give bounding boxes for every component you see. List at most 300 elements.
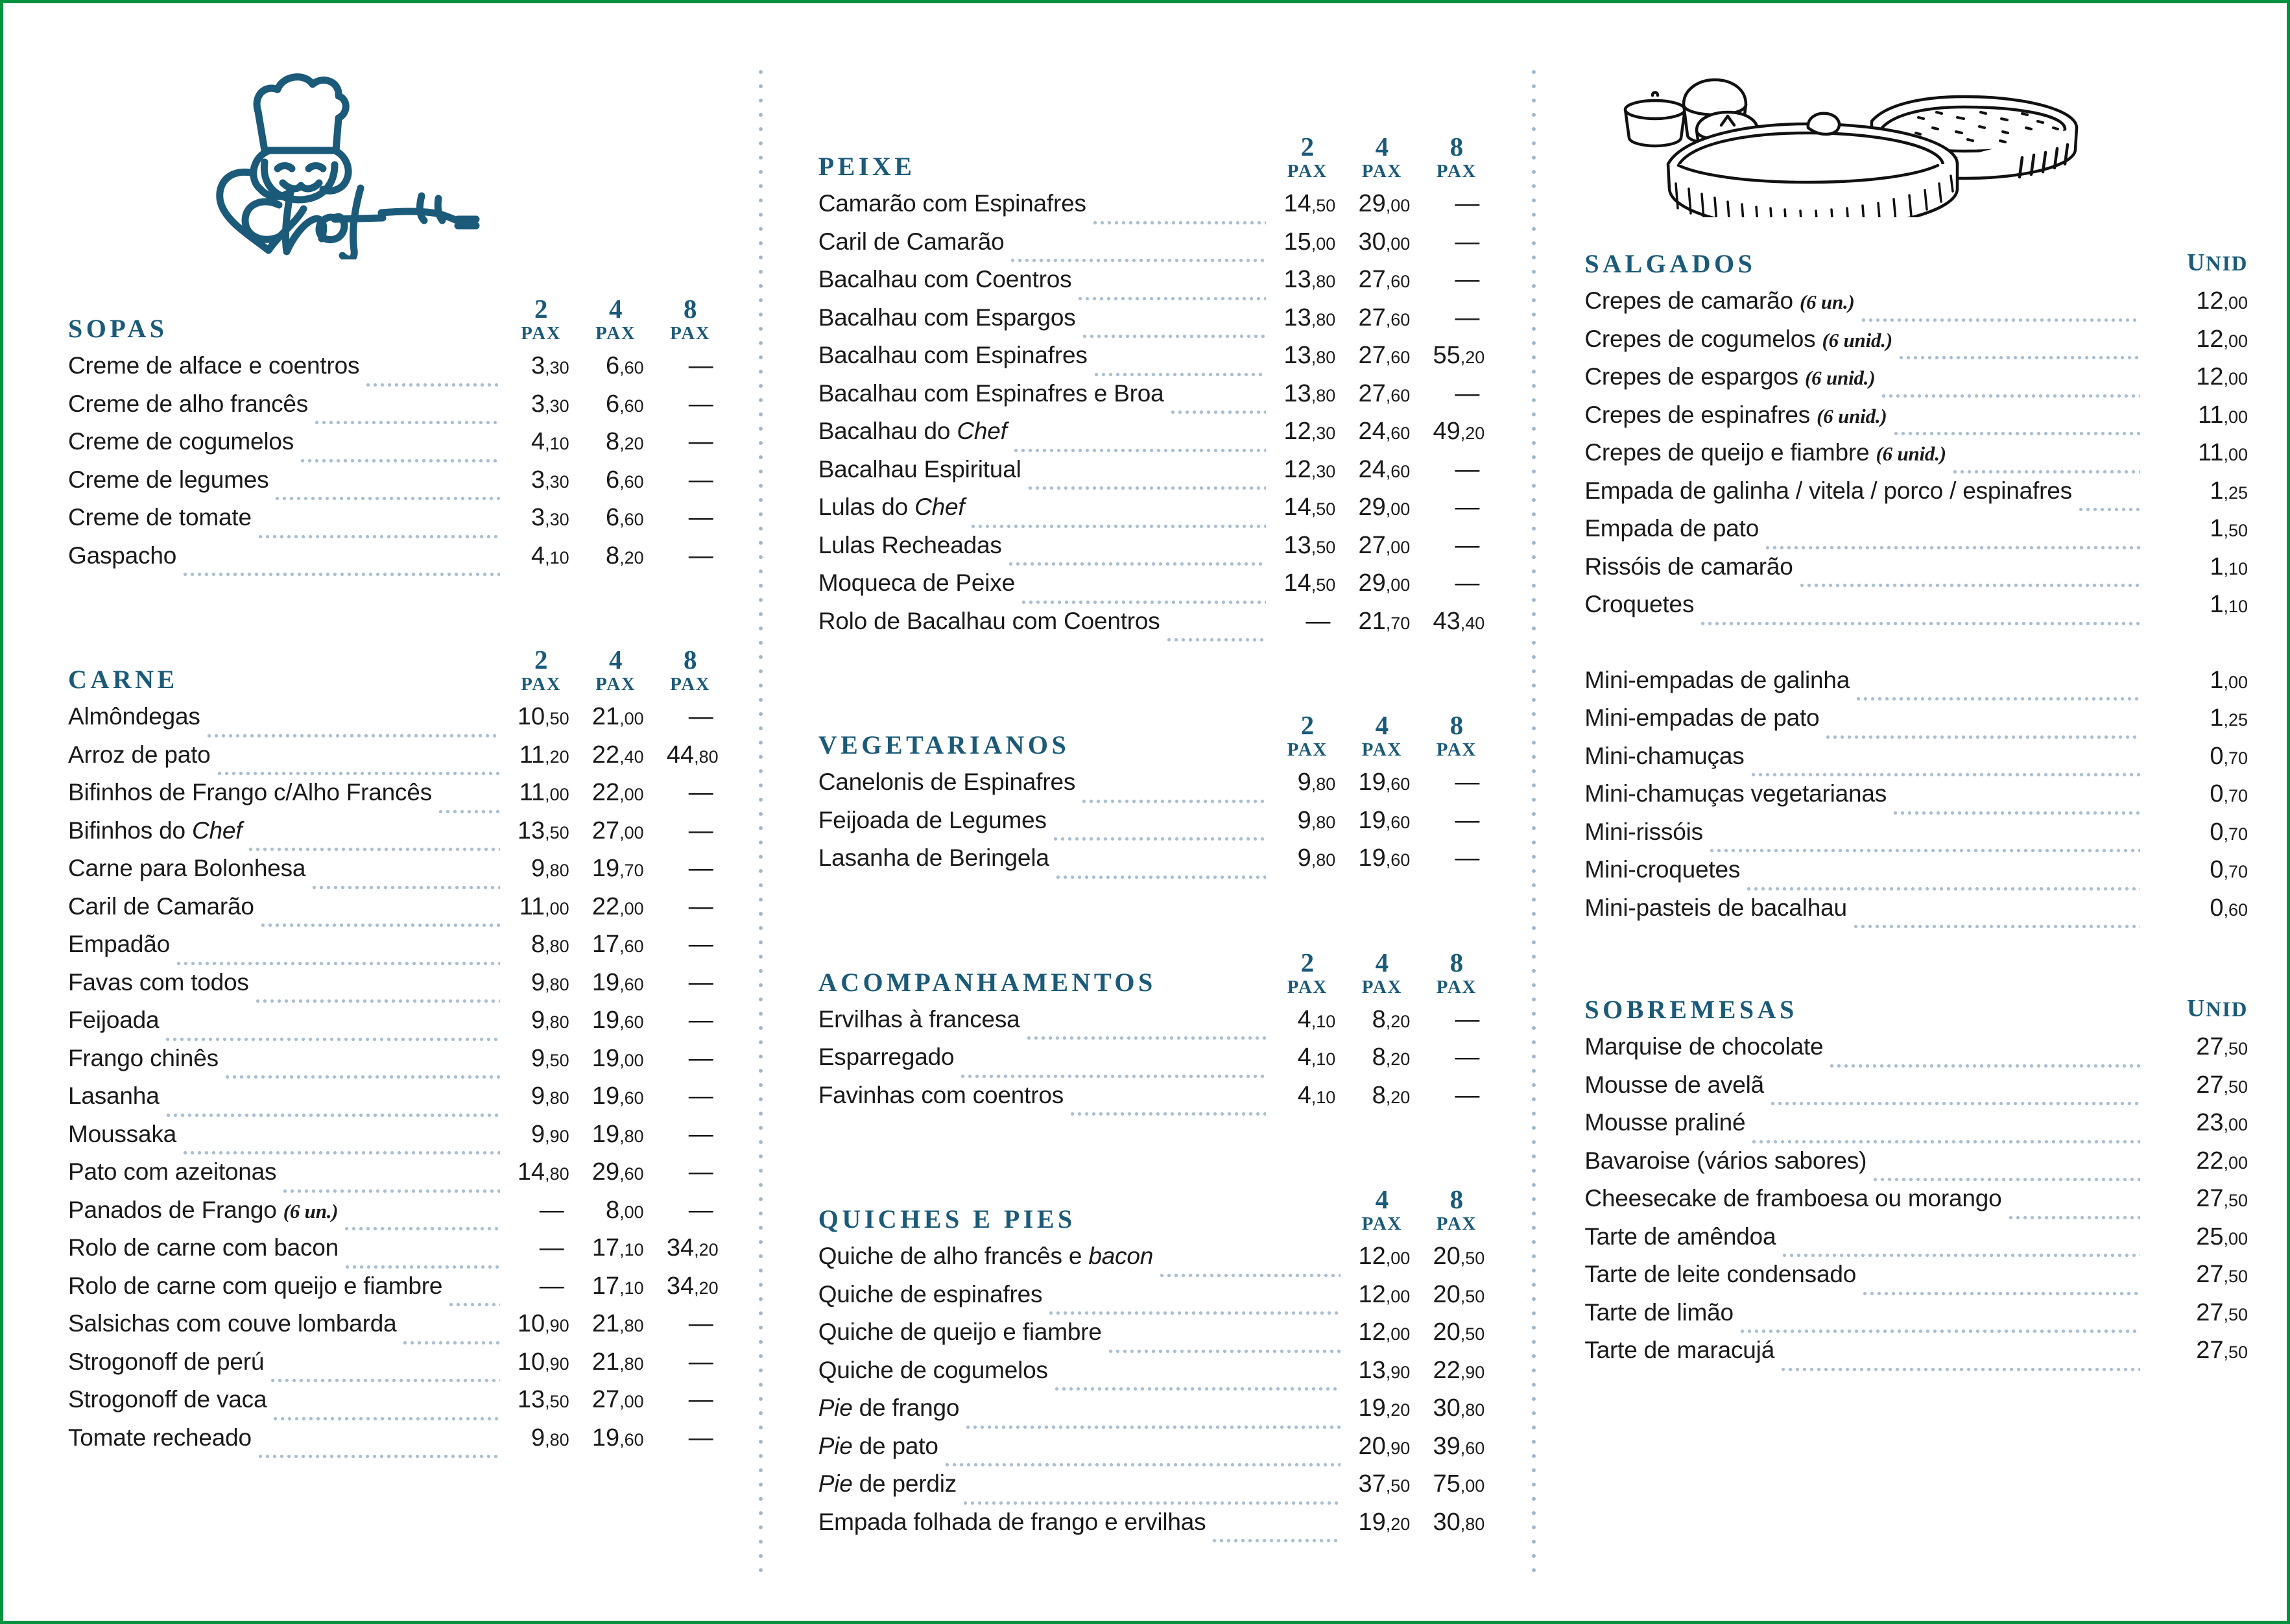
menu-item-price: 9,80: [531, 855, 569, 882]
menu-item-price: 27,50: [2196, 1071, 2248, 1099]
pax-number: 8: [1449, 710, 1464, 740]
menu-item-price: —: [688, 1424, 713, 1451]
pax-column-4: [1344, 712, 1419, 759]
menu-item-row: [1584, 515, 2248, 553]
menu-item-row: [68, 779, 728, 817]
menu-item-price: 4,10: [1297, 1044, 1336, 1071]
menu-item-price: 1,10: [2210, 553, 2248, 580]
menu-item-price: 29,00: [1358, 569, 1411, 597]
pax-column-2: [504, 296, 578, 343]
menu-item-price: —: [688, 1386, 713, 1413]
pax-column-4: [578, 647, 653, 694]
menu-item-price: 19,60: [591, 968, 644, 996]
chef-logo: [68, 3, 728, 289]
menu-item-row: [68, 855, 728, 893]
dot-leader: [224, 1066, 500, 1081]
section-title: VEGETARIANOS: [818, 730, 1070, 759]
pax-columns: [504, 296, 728, 343]
menu-item-row: [818, 1509, 1494, 1547]
section-title: SALGADOS: [1584, 249, 1756, 278]
menu-item-name: Caril de Camarão: [68, 892, 254, 920]
menu-item-price: 9,80: [1297, 769, 1336, 796]
menu-item-name: Bacalhau com Espinafres: [818, 342, 1088, 368]
dot-leader: [962, 1492, 1341, 1507]
menu-item-row: [1584, 704, 2248, 743]
pax-number: 4: [1375, 710, 1389, 740]
menu-item-name: Moqueca de Peixe: [818, 569, 1015, 596]
pax-number: 4: [1375, 1184, 1389, 1214]
menu-item-row: [68, 1045, 728, 1083]
pax-column-4: [1344, 134, 1419, 181]
menu-item-row: [1584, 591, 2248, 629]
menu-item-price: 9,80: [531, 968, 569, 996]
menu-item-price: —: [688, 779, 713, 806]
dot-leader: [1055, 866, 1267, 881]
menu-item-name: Feijoada de Legumes: [818, 806, 1047, 833]
menu-item-price: —: [1455, 806, 1480, 834]
menu-item-price: —: [1306, 607, 1331, 635]
dot-leader: [1165, 629, 1267, 643]
pax-label: PAX: [1361, 739, 1402, 760]
menu-item-row: [818, 418, 1494, 456]
menu-item-price: 8,20: [1372, 1005, 1411, 1033]
dot-leader: [313, 412, 500, 426]
dot-leader: [2077, 499, 2140, 513]
menu-item-row: [68, 542, 728, 580]
pax-number: 8: [1449, 1184, 1464, 1214]
pax-number: 4: [1375, 132, 1389, 161]
menu-rows: [818, 190, 1494, 645]
pax-number: 2: [534, 294, 548, 324]
pax-number: 8: [683, 645, 697, 675]
menu-item-row: [1584, 439, 2248, 477]
dot-leader: [281, 1180, 499, 1195]
menu-item-name: Arroz de pato: [68, 741, 211, 768]
menu-item-price: 14,50: [1283, 190, 1336, 217]
dot-leader: [254, 990, 500, 1005]
menu-item-name: Rolo de carne com queijo e fiambre: [68, 1272, 443, 1299]
menu-item-price: —: [1455, 531, 1480, 559]
pies-illustration: [1584, 3, 2248, 224]
menu-item-price: —: [688, 1120, 713, 1148]
menu-item-price: 17,10: [591, 1272, 644, 1300]
menu-item-price: 29,00: [1358, 190, 1411, 217]
menu-item-row: [68, 1197, 728, 1235]
dot-leader: [1898, 347, 2140, 361]
menu-item-price: 13,80: [1283, 379, 1336, 407]
menu-item-name: Pie de perdiz: [818, 1470, 957, 1497]
menu-rows: [818, 1243, 1494, 1546]
menu-item-price: 22,00: [591, 779, 644, 806]
pax-label: PAX: [595, 323, 636, 344]
dot-leader: [1769, 1093, 2140, 1107]
menu-item-price: 0,60: [2210, 894, 2248, 922]
menu-item-row: [68, 1272, 728, 1311]
menu-item-price: 21,80: [591, 1348, 644, 1376]
menu-item-price: 1,00: [2210, 666, 2248, 694]
menu-item-price: —: [688, 855, 713, 882]
menu-item-name: Pato com azeitonas: [68, 1158, 277, 1185]
menu-item-price: 6,60: [606, 390, 644, 418]
spacer: [1584, 629, 2248, 667]
menu-item-name: Mini-pasteis de bacalhau: [1584, 894, 1847, 921]
dot-leader: [1077, 288, 1266, 302]
menu-item-name: Lasanha de Beringela: [818, 844, 1049, 871]
dot-leader: [182, 1142, 500, 1156]
menu-item-price: 27,50: [2196, 1337, 2248, 1364]
menu-item-price: —: [688, 1158, 713, 1186]
dot-leader: [1852, 916, 2140, 930]
pax-number: 2: [1300, 132, 1315, 161]
menu-item-price: 9,90: [531, 1120, 569, 1148]
section-header-vegetarianos: [818, 705, 1494, 759]
dot-leader: [206, 725, 500, 739]
menu-item-price: —: [1455, 1081, 1480, 1109]
menu-item-price: 19,80: [591, 1120, 644, 1148]
menu-item-name: Empada de pato: [1584, 515, 1759, 542]
dot-leader: [964, 1416, 1341, 1431]
pax-label: PAX: [1287, 161, 1328, 182]
section-title: PEIXE: [818, 152, 916, 181]
pax-column-8: [653, 296, 728, 343]
menu-item-price: 13,90: [1358, 1356, 1411, 1384]
menu-item-name: Empada de galinha / vitela / porco / espinafres: [1584, 477, 2072, 504]
dot-leader: [299, 450, 500, 464]
menu-item-name: Bacalhau com Espargos: [818, 304, 1076, 331]
dot-leader: [1880, 385, 2140, 400]
menu-item-price: 19,20: [1358, 1508, 1411, 1536]
menu-item-price: 27,50: [2196, 1033, 2248, 1060]
menu-item-price: 27,00: [591, 817, 644, 844]
menu-item-price: 27,00: [591, 1386, 644, 1413]
menu-item-name: Moussaka: [68, 1120, 177, 1147]
menu-item-row: [68, 1310, 728, 1348]
menu-item-price: 8,20: [1372, 1081, 1411, 1109]
menu-item-price: —: [1455, 494, 1480, 521]
menu-item-row: [1584, 326, 2248, 364]
menu-item-price: 9,80: [1297, 806, 1336, 834]
menu-item-price: 10,50: [517, 703, 569, 730]
dot-leader: [1828, 1055, 2140, 1069]
menu-item-price: 49,20: [1433, 418, 1485, 445]
menu-item-price: 9,80: [531, 1082, 569, 1110]
menu-item-price: 3,30: [531, 466, 569, 494]
section-peixe: [818, 126, 1494, 645]
menu-item-price: 55,20: [1433, 342, 1485, 369]
dot-leader: [1027, 477, 1267, 492]
menu-item-price: 1,50: [2210, 515, 2248, 542]
dot-leader: [944, 1454, 1341, 1468]
menu-item-name: Tarte de leite condensado: [1584, 1261, 1857, 1287]
menu-item-name: Rissóis de camarão: [1584, 553, 1793, 580]
spacer: [818, 883, 1494, 942]
menu-item-row: [1584, 363, 2248, 401]
section-title: ACOMPANHAMENTOS: [818, 967, 1156, 997]
menu-item-price: 19,60: [1358, 769, 1411, 796]
dot-leader: [1053, 1378, 1341, 1392]
pax-label: PAX: [1361, 161, 1402, 182]
menu-item-price: 30,80: [1433, 1508, 1485, 1536]
menu-item-row: [68, 390, 728, 429]
pax-number: 4: [1375, 947, 1389, 977]
menu-item-price: 44,80: [666, 741, 719, 769]
menu-item-name: Esparregado: [818, 1044, 955, 1070]
menu-item-row: [818, 1394, 1494, 1433]
menu-item-price: 29,60: [591, 1158, 644, 1186]
menu-item-row: [68, 1007, 728, 1045]
dot-leader: [437, 801, 500, 815]
dot-leader: [247, 839, 499, 853]
menu-item-name: Bifinhos de Frango c/Alho Francês: [68, 779, 433, 806]
menu-item-price: 19,00: [591, 1044, 644, 1072]
menu-item-name: Tarte de limão: [1584, 1298, 1734, 1326]
section-header-sobremesas: [1584, 970, 2248, 1024]
menu-item-row: [818, 608, 1494, 646]
spacer: [818, 645, 1494, 705]
menu-item-name: Salsichas com couve lombarda: [68, 1310, 397, 1337]
menu-item-row: [818, 1044, 1494, 1082]
menu-item-name: Mini-chamuças: [1584, 742, 1745, 769]
menu-item-row: [1584, 780, 2248, 818]
menu-item-price: 19,60: [591, 1424, 644, 1451]
section-salgados: [1584, 224, 2248, 629]
menu-item-price: 75,00: [1433, 1470, 1485, 1498]
menu-item-row: [818, 807, 1494, 845]
menu-item-name: Crepes de queijo e fiambre (6 unid.): [1584, 439, 1946, 466]
spacer: [1584, 932, 2248, 970]
menu-item-row: [818, 569, 1494, 608]
menu-item-name: Tarte de maracujá: [1584, 1337, 1775, 1363]
menu-item-name: Rolo de carne com bacon: [68, 1234, 339, 1261]
pax-column-4: [578, 296, 653, 343]
menu-item-name: Mini-chamuças vegetarianas: [1584, 780, 1887, 807]
menu-item-row: [818, 228, 1494, 267]
menu-item-price: 20,50: [1433, 1243, 1485, 1270]
dot-leader: [272, 1408, 499, 1422]
menu-item-price: 17,60: [591, 931, 644, 958]
pax-label: PAX: [1361, 1213, 1402, 1234]
section-quiches-e-pies: [818, 1179, 1494, 1546]
dot-leader: [257, 526, 500, 540]
section-header-sopas: [68, 289, 728, 343]
dot-leader: [1169, 401, 1267, 416]
menu-item-price: —: [1455, 379, 1480, 407]
menu-item-row: [68, 1348, 728, 1387]
pax-columns: [1270, 712, 1494, 759]
menu-item-name: Creme de alface e coentros: [68, 352, 360, 379]
menu-item-price: 27,50: [2196, 1261, 2248, 1288]
menu-item-price: 17,10: [591, 1234, 644, 1261]
menu-item-price: —: [688, 1082, 713, 1110]
dot-leader: [1093, 364, 1267, 378]
dot-leader: [259, 914, 500, 929]
menu-item-price: 27,50: [2196, 1298, 2248, 1326]
menu-item-row: [68, 741, 728, 780]
dot-leader: [257, 1446, 500, 1460]
menu-item-row: [1584, 1337, 2248, 1375]
dot-leader: [959, 1066, 1266, 1080]
menu-columns: [3, 3, 2287, 1621]
menu-item-name: Creme de cogumelos: [68, 428, 294, 455]
unid-label: UNID: [2187, 249, 2248, 276]
menu-item-price: 13,50: [1283, 531, 1336, 559]
menu-item-price: 3,30: [531, 390, 569, 418]
menu-item-name: Almôndegas: [68, 703, 200, 730]
menu-item-price: —: [688, 466, 713, 494]
menu-item-row: [818, 769, 1494, 807]
menu-item-price: 19,20: [1358, 1394, 1411, 1422]
menu-item-name: Mousse praliné: [1584, 1109, 1746, 1136]
column-middle: [754, 3, 1520, 1621]
menu-item-price: —: [688, 817, 713, 844]
menu-item-price: 27,00: [1358, 531, 1411, 559]
menu-item-price: —: [688, 504, 713, 531]
menu-item-price: 1,25: [2210, 477, 2248, 505]
dot-leader: [1012, 440, 1267, 454]
dot-leader: [1892, 802, 2140, 817]
menu-item-price: 43,40: [1433, 607, 1485, 635]
pies-and-ramekins-icon: [1614, 68, 2119, 217]
section-title: SOPAS: [68, 314, 168, 343]
pax-number: 2: [1300, 947, 1315, 977]
menu-item-row: [68, 466, 728, 505]
menu-item-price: 14,50: [1283, 494, 1336, 521]
pax-column-8: [1419, 949, 1494, 997]
pax-number: 2: [1300, 710, 1315, 740]
menu-item-row: [818, 380, 1494, 418]
menu-item-row: [818, 1243, 1494, 1281]
dot-leader: [1750, 764, 2140, 778]
menu-item-price: —: [1455, 266, 1480, 293]
menu-item-price: 9,80: [1297, 844, 1336, 872]
dot-leader: [1861, 1283, 2140, 1297]
dot-leader: [1860, 309, 2140, 324]
pax-column-4: [1344, 1186, 1419, 1234]
menu-item-name: Quiche de cogumelos: [818, 1356, 1048, 1383]
dot-leader: [274, 488, 499, 502]
section-sobremesas: [1584, 970, 2248, 1375]
menu-item-price: 0,70: [2210, 856, 2248, 883]
section-header-carne: [68, 639, 728, 694]
dot-leader: [1708, 840, 2140, 854]
menu-item-row: [1584, 477, 2248, 516]
menu-item-price: —: [1455, 1044, 1480, 1071]
dot-leader: [175, 953, 500, 967]
pax-number: 8: [1449, 132, 1464, 161]
menu-item-name: Favas com todos: [68, 968, 249, 996]
pax-columns: [1270, 949, 1494, 997]
menu-item-price: 19,60: [591, 1082, 644, 1110]
dot-leader: [1211, 1530, 1341, 1544]
menu-item-price: 23,00: [2196, 1109, 2248, 1136]
dot-leader: [1872, 1169, 2140, 1183]
menu-item-row: [1584, 1033, 2248, 1071]
section-header-peixe: [818, 126, 1494, 181]
pax-label: PAX: [521, 323, 562, 344]
dot-leader: [1855, 688, 2140, 702]
dot-leader: [165, 1105, 500, 1119]
menu-item-price: 3,30: [531, 352, 569, 379]
pax-column-8: [1419, 134, 1494, 181]
dot-leader: [1009, 250, 1266, 264]
dot-leader: [164, 1029, 499, 1043]
dot-leader: [1025, 1027, 1267, 1042]
menu-item-price: 19,60: [591, 1007, 644, 1034]
menu-item-row: [1584, 1261, 2248, 1299]
pax-number: 4: [608, 294, 623, 324]
menu-item-price: 21,70: [1358, 607, 1411, 635]
menu-item-name: Camarão com Espinafres: [818, 190, 1086, 217]
unid-label: UNID: [2187, 995, 2248, 1022]
menu-item-name: Quiche de espinafres: [818, 1280, 1043, 1308]
menu-item-price: 12,30: [1283, 418, 1336, 445]
section-sopas: [68, 289, 728, 580]
menu-item-price: —: [1455, 455, 1480, 483]
menu-item-price: 19,70: [591, 855, 644, 882]
menu-item-row: [68, 352, 728, 390]
dot-leader: [2007, 1207, 2141, 1221]
menu-item-name: Quiche de alho francês e bacon: [818, 1243, 1154, 1269]
menu-item-name: Crepes de espinafres (6 unid.): [1584, 401, 1887, 428]
menu-item-row: [818, 1470, 1494, 1509]
menu-item-name: Lulas Recheadas: [818, 531, 1002, 558]
menu-item-price: 3,30: [531, 504, 569, 531]
menu-item-row: [68, 893, 728, 931]
menu-item-row: [1584, 1299, 2248, 1337]
menu-item-name: Favinhas com coentros: [818, 1081, 1064, 1108]
menu-item-price: 9,80: [531, 1007, 569, 1034]
menu-item-row: [818, 494, 1494, 532]
pax-label: PAX: [521, 674, 562, 695]
menu-item-price: 12,00: [1358, 1319, 1411, 1346]
menu-item-row: [818, 1357, 1494, 1395]
menu-item-price: 13,80: [1283, 266, 1336, 293]
section-mini-salgados: [1584, 667, 2248, 933]
menu-item-price: —: [688, 931, 713, 958]
dot-leader: [447, 1294, 499, 1308]
menu-item-price: 21,00: [591, 703, 644, 730]
section-header-acompanhamentos: [818, 942, 1494, 997]
pax-column-2: [504, 647, 578, 694]
menu-rows: [1584, 287, 2248, 629]
menu-item-price: —: [1455, 1005, 1480, 1033]
menu-item-price: 12,00: [2196, 325, 2248, 353]
menu-item-row: [68, 1082, 728, 1121]
dot-leader: [1081, 326, 1267, 340]
menu-item-price: 9,50: [531, 1044, 569, 1072]
menu-item-price: 11,20: [519, 741, 569, 769]
menu-item-price: 27,60: [1358, 379, 1411, 407]
menu-rows: [68, 352, 728, 580]
pax-label: PAX: [1436, 739, 1477, 760]
menu-item-row: [1584, 1147, 2248, 1186]
section-acompanhamentos: [818, 942, 1494, 1120]
menu-item-name: Strogonoff de vaca: [68, 1386, 267, 1413]
dot-leader: [1107, 1341, 1341, 1355]
dot-leader: [401, 1332, 499, 1346]
menu-item-row: [818, 844, 1494, 883]
menu-item-row: [68, 969, 728, 1007]
menu-item-price: —: [688, 1196, 713, 1224]
menu-item-price: 14,80: [517, 1158, 569, 1186]
menu-item-price: —: [1455, 304, 1480, 331]
menu-item-row: [1584, 1185, 2248, 1223]
menu-item-row: [818, 1082, 1494, 1120]
menu-item-name: Crepes de espargos (6 unid.): [1584, 363, 1876, 390]
dot-leader: [1892, 423, 2140, 437]
menu-item-row: [818, 456, 1494, 494]
menu-item-price: 11,00: [519, 779, 569, 806]
